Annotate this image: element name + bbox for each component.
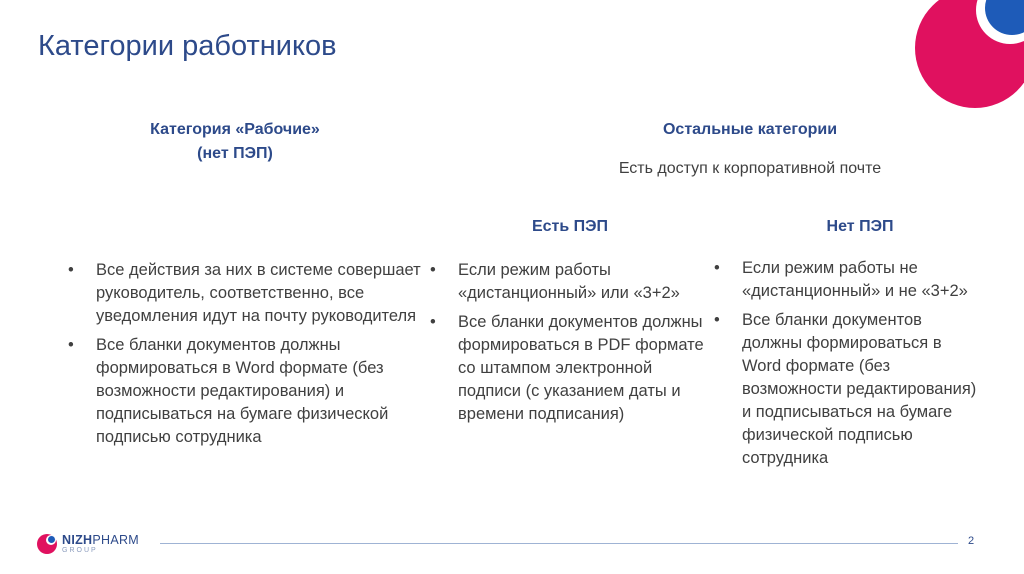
middle-column-heading: Есть ПЭП — [531, 218, 609, 235]
right-column-heading: Нет ПЭП — [826, 218, 894, 235]
list-item: • Если режим работы не «дистанционный» и не «3+2» — [712, 257, 984, 303]
middle-bullet-list — [428, 259, 708, 432]
company-logo — [36, 530, 139, 558]
list-item: • Все бланки документов должны формироваться в PDF формате со штампом электронной подписи (с указанием даты и времени подписания) — [428, 311, 708, 426]
logo-subtitle: GROUP — [62, 547, 98, 555]
left-bullet-list — [66, 259, 426, 455]
page-number: 2 — [968, 535, 975, 547]
list-item: • Все бланки документов должны формироваться в Word формате (без возможности редактирования) и подписываться на бумаге физической подписью сотрудника — [66, 334, 426, 449]
page-title: Категории работников — [38, 30, 337, 62]
right-section-subtext: Есть доступ к корпоративной почте — [618, 160, 882, 177]
list-item: • Все бланки документов должны формироваться в Word формате (без возможности редактирования) и подписываться на бумаге физической подписью сотрудника — [712, 309, 984, 470]
logo-name-bold: NIZH — [62, 532, 93, 547]
left-column-heading — [100, 118, 370, 166]
left-heading-line2: (нет ПЭП) — [197, 145, 273, 162]
logo-name-rest: PHARM — [92, 532, 140, 547]
left-heading-line1: Категория «Рабочие» — [150, 121, 320, 138]
list-item: • Если режим работы «дистанционный» или «3+2» — [428, 259, 708, 305]
right-bullet-list — [712, 257, 984, 476]
footer-divider — [160, 543, 958, 544]
logo-icon — [36, 533, 58, 555]
logo-name — [62, 534, 139, 547]
right-section-heading: Остальные категории — [662, 121, 838, 138]
list-item: • Все действия за них в системе совершает руководитель, соответственно, все уведомления идут на почту руководителя — [66, 259, 426, 328]
